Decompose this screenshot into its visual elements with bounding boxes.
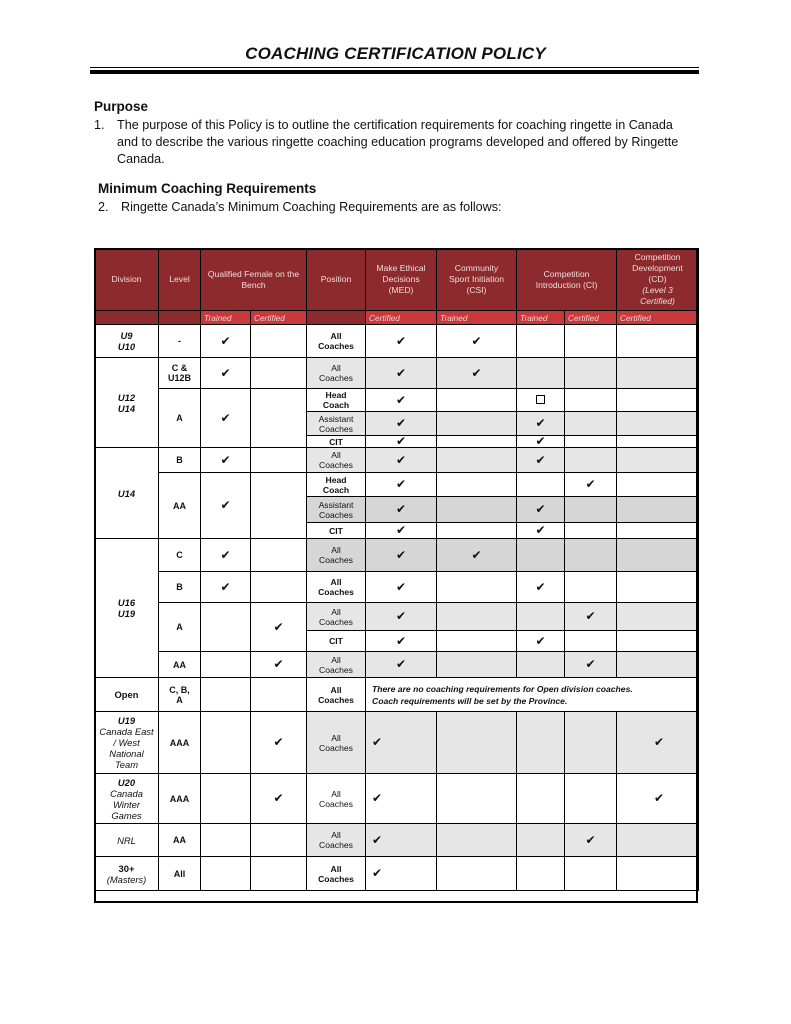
check-icon: ✔	[535, 633, 546, 648]
check-icon: ✔	[220, 333, 231, 348]
level-cell: AA	[159, 824, 201, 857]
purpose-line-3: Canada.	[117, 152, 165, 166]
table-row	[95, 678, 699, 712]
check-icon: ✔	[395, 333, 407, 348]
position-cell: All Coaches	[307, 572, 366, 603]
level-cell: A	[159, 603, 201, 652]
check-icon: ✔	[471, 365, 482, 380]
check-icon: ✔	[220, 498, 231, 512]
level-cell: C, B, A	[159, 678, 201, 712]
sub-trained: Trained	[201, 311, 251, 325]
check-icon: ✔	[220, 410, 231, 425]
col-med: Make Ethical Decisions (MED)	[366, 249, 437, 311]
col-csi: Community Sport Initiation (CSI)	[437, 249, 517, 311]
division-cell: U16 U19	[95, 539, 159, 678]
level-cell: AAA	[159, 712, 201, 774]
position-cell: All Coaches	[307, 358, 366, 389]
level-cell: A	[159, 389, 201, 448]
position-cell: All Coaches	[307, 448, 366, 473]
min-requirements-heading: Minimum Coaching Requirements	[98, 181, 317, 196]
position-cell: Head Coach	[307, 389, 366, 412]
level-cell: All	[159, 857, 201, 891]
table-row	[95, 572, 699, 603]
check-icon: ✔	[395, 523, 407, 537]
table-row	[95, 448, 699, 473]
level-cell: -	[159, 325, 201, 358]
title-rule-thick	[90, 70, 699, 74]
level-cell: B	[159, 448, 201, 473]
division-cell: U19 Canada East / West National Team	[95, 712, 159, 774]
sub-med-certified: Certified	[366, 311, 437, 325]
checkbox-icon	[536, 395, 545, 404]
position-cell: All Coaches	[307, 712, 366, 774]
position-cell: CIT	[307, 523, 366, 539]
sub-cd-certified: Certified	[617, 311, 699, 325]
check-icon: ✔	[585, 657, 596, 671]
check-icon: ✔	[372, 832, 383, 847]
check-icon: ✔	[273, 791, 284, 805]
table-row	[95, 473, 699, 497]
table-row	[95, 774, 699, 824]
position-cell: Assistant Coaches	[307, 412, 366, 436]
position-cell: All Coaches	[307, 539, 366, 572]
position-cell: All Coaches	[307, 857, 366, 891]
subheader-row	[95, 311, 699, 325]
sub-ci-trained: Trained	[517, 311, 565, 325]
check-icon: ✔	[535, 523, 546, 537]
check-icon: ✔	[273, 657, 284, 671]
division-cell: U20 Canada Winter Games	[95, 774, 159, 824]
col-ci: Competition Introduction (CI)	[517, 249, 617, 311]
check-icon: ✔	[395, 416, 407, 430]
division-cell: U12 U14	[95, 358, 159, 448]
level-cell: AA	[159, 652, 201, 678]
table-row	[95, 857, 699, 891]
position-cell: All Coaches	[307, 678, 366, 712]
purpose-heading: Purpose	[94, 99, 149, 114]
position-cell: CIT	[307, 436, 366, 448]
check-icon: ✔	[535, 579, 546, 594]
check-icon: ✔	[653, 735, 664, 749]
sub-ci-certified: Certified	[565, 311, 617, 325]
header-row	[95, 249, 699, 311]
division-cell: U14	[95, 448, 159, 539]
check-icon: ✔	[395, 547, 407, 562]
position-cell: CIT	[307, 631, 366, 652]
division-cell: Open	[95, 678, 159, 712]
position-cell: All Coaches	[307, 603, 366, 631]
title-rule-thin	[90, 67, 699, 68]
table-row	[95, 358, 699, 389]
check-icon: ✔	[395, 452, 407, 467]
table-row	[95, 652, 699, 678]
level-cell: B	[159, 572, 201, 603]
check-icon: ✔	[220, 579, 231, 594]
min-requirements-paragraph	[98, 199, 698, 217]
division-cell: NRL	[95, 824, 159, 857]
check-icon: ✔	[535, 502, 546, 516]
check-icon: ✔	[471, 547, 482, 562]
check-icon: ✔	[220, 452, 231, 467]
page-title: COACHING CERTIFICATION POLICY	[245, 44, 546, 63]
level-cell: AAA	[159, 774, 201, 824]
check-icon: ✔	[273, 619, 284, 634]
check-icon: ✔	[395, 477, 407, 491]
check-icon: ✔	[395, 579, 407, 594]
check-icon: ✔	[220, 365, 231, 380]
col-division: Division	[95, 249, 159, 311]
check-icon: ✔	[372, 866, 383, 880]
table-row	[95, 824, 699, 857]
check-icon: ✔	[535, 416, 546, 430]
check-icon: ✔	[395, 633, 407, 648]
check-icon: ✔	[372, 791, 383, 805]
min-requirements-text: Ringette Canada’s Minimum Coaching Requirements are as follows:	[121, 200, 502, 214]
check-icon: ✔	[585, 832, 596, 847]
check-icon: ✔	[273, 735, 284, 749]
purpose-paragraph	[94, 117, 704, 169]
check-icon: ✔	[395, 434, 407, 448]
table-row	[95, 325, 699, 358]
level-cell: AA	[159, 473, 201, 539]
sub-csi-trained: Trained	[437, 311, 517, 325]
table-row	[95, 712, 699, 774]
sub-certified: Certified	[251, 311, 307, 325]
position-cell: All Coaches	[307, 824, 366, 857]
check-icon: ✔	[395, 365, 407, 380]
check-icon: ✔	[653, 791, 664, 805]
check-icon: ✔	[372, 735, 383, 749]
purpose-line-2: and to describe the various ringette coaching education programs developed and offered by Ringette	[117, 135, 679, 149]
check-icon: ✔	[471, 333, 482, 348]
check-icon: ✔	[535, 452, 546, 467]
col-qualified-female: Qualified Female on the Bench	[201, 249, 307, 311]
check-icon: ✔	[585, 477, 596, 491]
table-row	[95, 389, 699, 412]
position-cell: Head Coach	[307, 473, 366, 497]
level-cell: C & U12B	[159, 358, 201, 389]
check-icon: ✔	[395, 392, 407, 407]
position-cell: All Coaches	[307, 325, 366, 358]
col-position: Position	[307, 249, 366, 311]
min-requirements-number: 2.	[98, 200, 109, 214]
level-cell: C	[159, 539, 201, 572]
col-cd: Competition Development (CD) (Level 3 Certified)	[617, 249, 699, 311]
col-level: Level	[159, 249, 201, 311]
check-icon: ✔	[220, 547, 231, 562]
check-icon: ✔	[395, 657, 407, 671]
open-division-note: There are no coaching requirements for Open division coaches. Coach requirements will be set by the Province.	[366, 678, 699, 712]
check-icon: ✔	[535, 434, 546, 448]
requirements-table	[94, 248, 699, 891]
position-cell: All Coaches	[307, 652, 366, 678]
table-row	[95, 539, 699, 572]
division-cell: U9 U10	[95, 325, 159, 358]
position-cell: Assistant Coaches	[307, 497, 366, 523]
purpose-number: 1.	[94, 118, 105, 132]
purpose-line-1: The purpose of this Policy is to outline the certification requirements for coaching ringette in Canada	[117, 118, 673, 132]
table-row	[95, 603, 699, 631]
division-cell: 30+ (Masters)	[95, 857, 159, 891]
position-cell: All Coaches	[307, 774, 366, 824]
check-icon: ✔	[395, 502, 407, 516]
check-icon: ✔	[395, 609, 407, 623]
check-icon: ✔	[585, 609, 596, 623]
